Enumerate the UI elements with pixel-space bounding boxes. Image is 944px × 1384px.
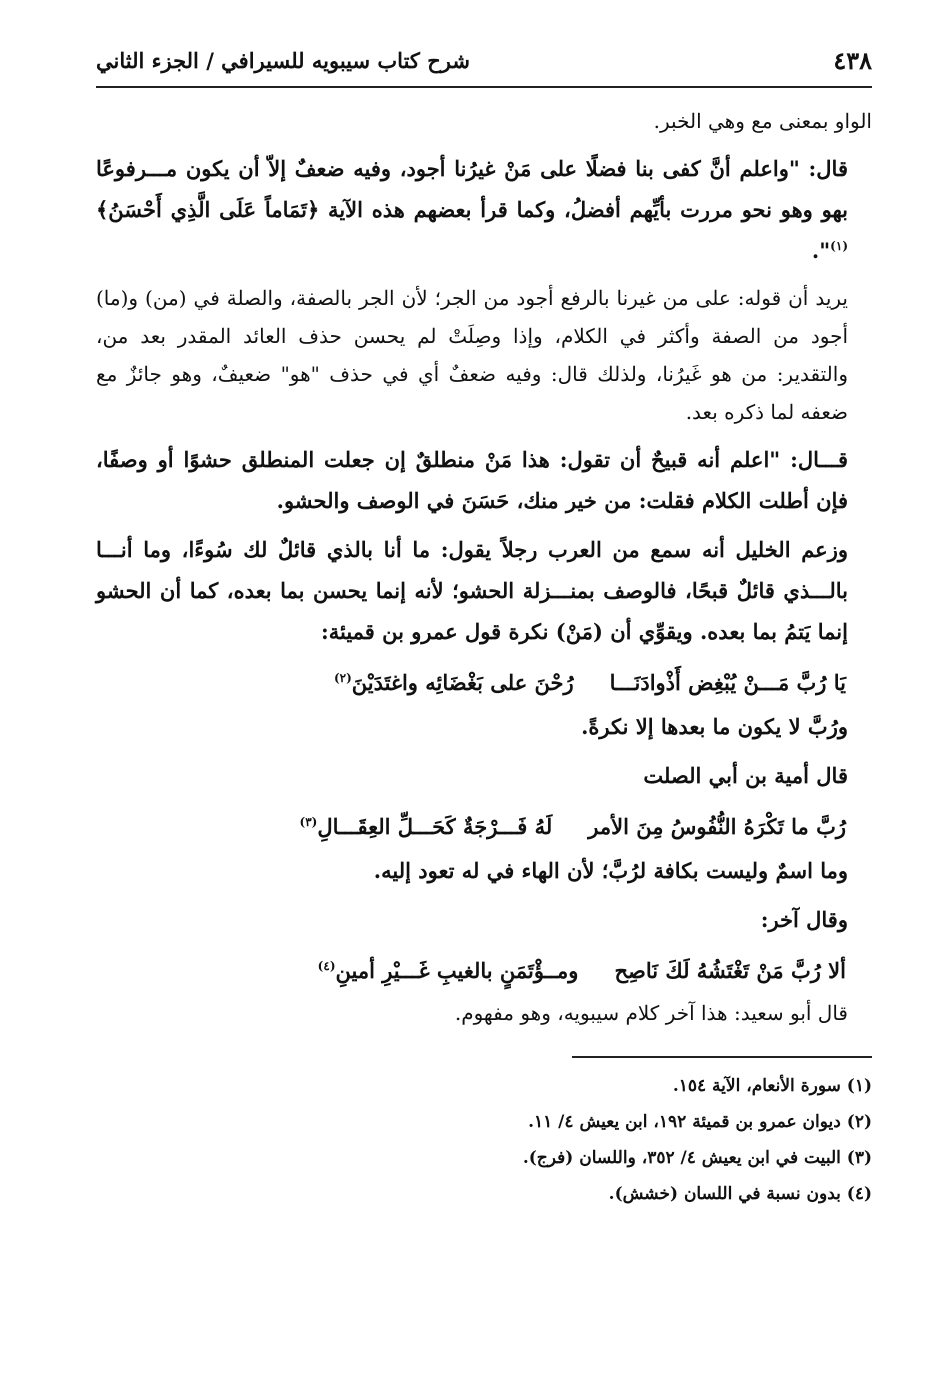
verse-1-first-hemistich: يَا رُبَّ مَـــنْ يُبْغِض أَذْوادَنَـــا [609, 670, 846, 695]
footnote-3: (٣) البيت في ابن يعيش ٤/ ٣٥٢، واللسان (فرج). [522, 1148, 872, 1168]
paragraph-9: وقال آخر: [760, 907, 848, 932]
page-number: ٤٣٨ [833, 46, 872, 75]
footnote-divider [572, 1056, 872, 1058]
page-header [96, 34, 872, 88]
paragraph-8: وما اسمٌ وليست بكافة لرُبَّ؛ لأن الهاء في له تعود إليه. [373, 858, 848, 883]
verse-2-second-text: لَهُ فَـــرْجَةٌ كَحَـــلِّ العِقَـــالِ [317, 814, 553, 839]
verse-3-second-text: ومــؤْتَمَنٍ بالغيبِ غَـــيْرِ أمينِ [335, 958, 579, 983]
verse-1-second-text: رُحْنَ على بَغْضَائِه واغتَدَيْنَ [351, 670, 574, 695]
paragraph-2 [96, 148, 872, 271]
document-page [96, 34, 872, 1354]
verse-2 [96, 804, 872, 850]
paragraph-4: قـــال: "اعلم أنه قبيحٌ أن تقول: هذا مَنْ منطلقٌ إن جعلت المنطلق حشوًا أو وصفًا، فإن أطلت الكلام فقلت: من خير منك، حَسَنَ في الوصف والحشو. [96, 447, 848, 513]
paragraph-5: وزعم الخليل أنه سمع من العرب رجلاً يقول: ما أنا بالذي قائلٌ لك سُوءًا، وما أنـــا بالـــذي قائلٌ قبحًا، فالوصف بمنـــزلة الحشو؛ لأنه إنما يحسن بما بعده، كما أن الحشو إنما يَتمُ بما بعده. ويقوِّي أن (مَنْ) نكرة قول عمرو بن قميئة: [96, 537, 848, 644]
main-text [96, 102, 872, 1032]
paragraph-1: الواو بمعنى مع وهي الخبر. [653, 109, 872, 133]
footnote-2: (٢) ديوان عمرو بن قميئة ١٩٢، ابن يعيش ٤/ ١١. [528, 1112, 872, 1132]
verse-2-first-hemistich: رُبَّ ما تَكْرَهُ النُّفُوسُ مِنَ الأمر [588, 814, 846, 839]
paragraph-3: يريد أن قوله: على من غيرنا بالرفع أجود من الجر؛ لأن الجر بالصفة، والصلة في (من) و(ما) أجود من الصفة وأكثر في الكلام، وإذا وصِلَتْ لم يحسن حذف العائد المقدر بعد من، والتقدير: من هو غَيرُنا، ولذلك قال: وفيه ضعفٌ أي في حذف "هو" ضعيفٌ، وهو جائزٌ مع ضعفه لما ذكره بعد. [96, 286, 848, 424]
verse-3-second-hemistich [318, 948, 579, 994]
footnote-4: (٤) بدون نسبة في اللسان (خشش). [608, 1184, 872, 1204]
running-title: شرح كتاب سيبويه للسيرافي / الجزء الثاني [96, 48, 470, 73]
footnote-ref-1: (١) [830, 239, 848, 253]
paragraph-2-text: قال: "واعلم أنَّ كفى بنا فضلًا على مَنْ غيرُنا أجود، وفيه ضعفٌ إلاّ أن يكون مـــرفوعًا بهو وهو نحو مررت بأيِّهم أفضلُ، وكما قرأ بعضهم هذه الآية ﴿تَمَاماً عَلَى الَّذِي أَحْسَنُ﴾ [96, 156, 848, 222]
paragraph-7: قال أمية بن أبي الصلت [643, 763, 848, 788]
footnote-ref-3: (٣) [299, 815, 318, 829]
footnote-ref-4: (٤) [317, 959, 336, 973]
paragraph-10: قال أبو سعيد: هذا آخر كلام سيبويه، وهو مفهوم. [454, 1001, 848, 1025]
paragraph-6: ورُبَّ لا يكون ما بعدها إلا نكرةً. [581, 714, 848, 739]
verse-1-second-hemistich [334, 660, 574, 706]
verse-3 [96, 948, 872, 994]
footnote-ref-2: (٢) [333, 671, 352, 685]
verse-3-first-hemistich: ألا رُبَّ مَنْ تَغْتَشُهُ لَكَ نَاصِح [614, 958, 846, 983]
footnote-1: (١) سورة الأنعام، الآية ١٥٤. [672, 1076, 872, 1096]
verse-2-second-hemistich [300, 804, 553, 850]
footnotes [96, 1068, 872, 1212]
paragraph-2-end: ". [811, 238, 831, 263]
verse-1 [96, 660, 872, 706]
